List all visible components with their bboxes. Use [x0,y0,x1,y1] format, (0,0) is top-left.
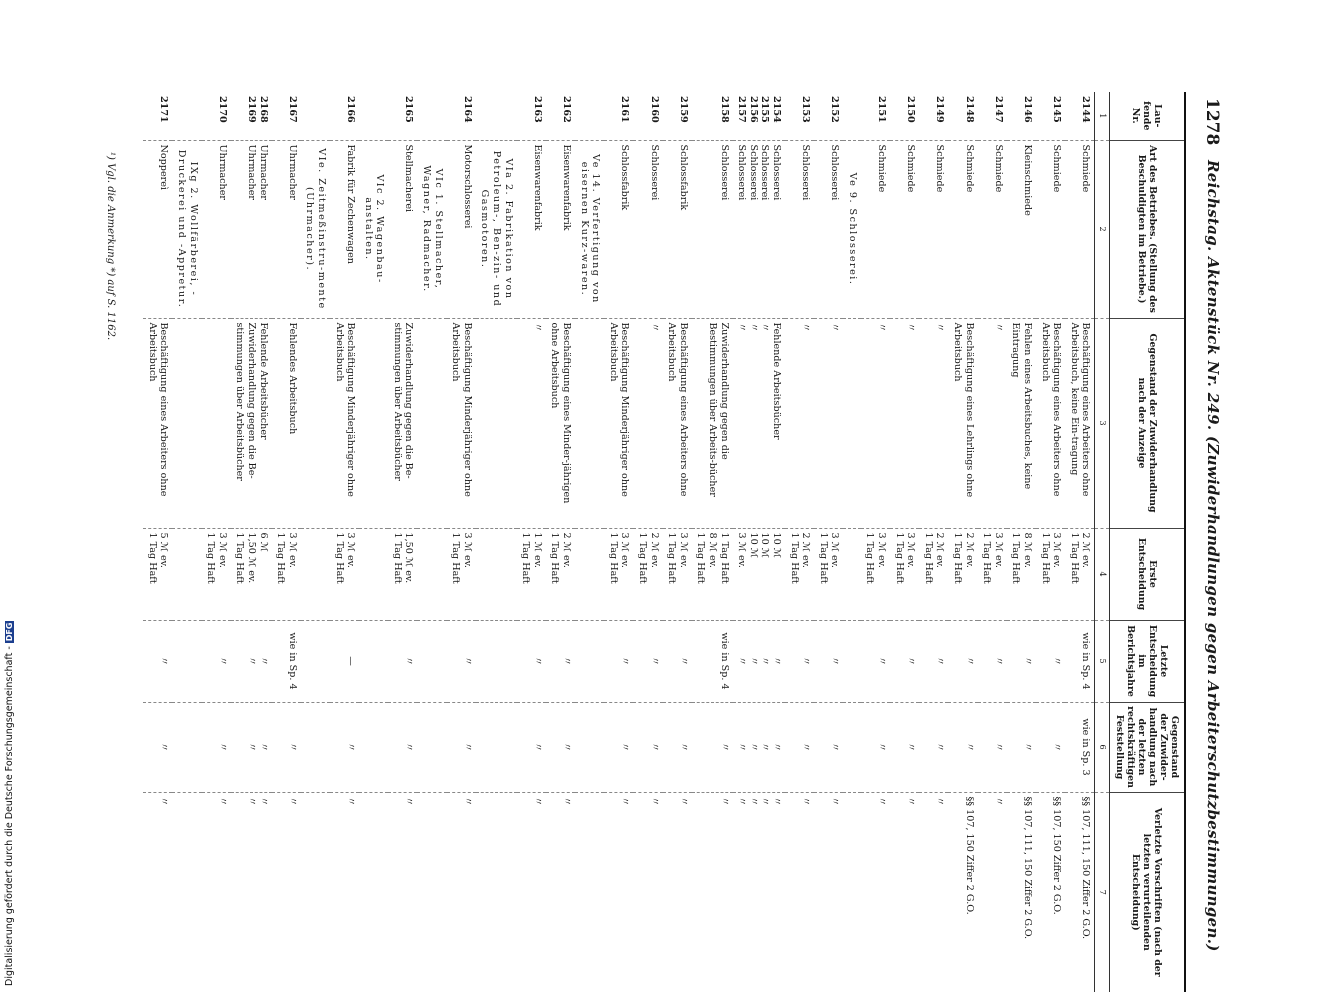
row-betrieb: VIc 1. Stellmacher, Wagner, Radmacher. [418,140,447,318]
page-title: Reichstag. Aktenstück Nr. 249. (Zuwiderhandlungen gegen Arbeiterschutzbestimmungen.) [1204,160,1222,952]
row-erste-entscheidung [476,528,517,620]
row-number [301,92,330,140]
row-erste-entscheidung: 3 ℳ ev. 1 Tag Haft [890,528,919,620]
row-betrieb: Schlossfabrik [604,140,633,318]
row-vorschriften: §§ 107, 150 Ziffer 2 G.O. [1036,792,1065,992]
row-feststellung: 〃 [861,702,890,792]
table-row [330,92,359,992]
row-number [476,92,517,140]
row-feststellung [418,702,447,792]
row-letzte-entscheidung: 〃 [202,620,231,702]
row-betrieb: Schlosserei [633,140,662,318]
row-betrieb: Schmiede [890,140,919,318]
row-feststellung: 〃 〃 〃 〃 [733,702,785,792]
row-gegenstand: 〃 [785,318,814,528]
row-betrieb: Schlosserei [814,140,843,318]
row-gegenstand: Beschäftigung eines Arbeiters ohne Arbeitsbuch [1036,318,1065,528]
row-number: 2167 [286,96,298,123]
row-number: 2146 [1022,96,1034,123]
row-vorschriften: 〃 [890,792,919,992]
row-erste-entscheidung: 1 Tag Haft 8 ℳ ev. 1 Tag Haft [692,528,733,620]
row-betrieb: VIc 2. Wagenbau-anstalten. [359,140,388,318]
row-number: 2163 [531,96,543,123]
row-feststellung: wie in Sp. 3 [1065,702,1095,792]
row-gegenstand: 〃 [919,318,948,528]
row-erste-entscheidung: 3 ℳ ev. 1 Tag Haft [861,528,890,620]
row-feststellung: 〃 [978,702,1007,792]
row-erste-entscheidung: 2 ℳ ev. 1 Tag Haft [919,528,948,620]
row-betrieb: Schlossfabrik [663,140,692,318]
row-feststellung: 〃 [814,702,843,792]
row-betrieb: Schmiede [1036,140,1065,318]
row-gegenstand: Beschäftigung Minderjähriger ohne Arbeitsbuch [447,318,476,528]
row-letzte-entscheidung: wie in Sp. 4 [272,620,301,702]
section-heading-row [359,92,388,992]
row-number [359,92,388,140]
table-header-row [1110,92,1186,992]
row-feststellung: 〃 [143,702,172,792]
col-header-nr: Lau-fende Nr. [1110,92,1186,140]
row-gegenstand [418,318,447,528]
row-erste-entscheidung: 6 ℳ 1,50 ℳ ev. 1 Tag Haft [231,528,272,620]
row-erste-entscheidung: 2 ℳ ev. 1 Tag Haft [785,528,814,620]
row-letzte-entscheidung: 〃 [388,620,417,702]
row-betrieb: Schmiede [1065,140,1095,318]
row-erste-entscheidung: 2 ℳ ev. 1 Tag Haft [948,528,977,620]
table-row [231,92,272,992]
row-gegenstand: Zuwiderhandlung gegen die Be-stimmungen über Arbeitsbücher [388,318,417,528]
row-erste-entscheidung: 3 ℳ ev. 1 Tag Haft [272,528,301,620]
table-row [1007,92,1036,992]
row-betrieb: Eisenwarenfabrik [546,140,575,318]
row-betrieb: Schlosserei [692,140,733,318]
row-number: 2148 [963,96,975,123]
table-row [604,92,633,992]
row-vorschriften [476,792,517,992]
row-feststellung [301,702,330,792]
row-feststellung: 〃 [272,702,301,792]
row-gegenstand: 〃 [978,318,1007,528]
row-erste-entscheidung: 2 ℳ ev. 1 Tag Haft [1065,528,1095,620]
table-row [890,92,919,992]
row-vorschriften: 〃 [604,792,633,992]
row-gegenstand: Beschäftigung eines Arbeiters ohne Arbeitsbuch, keine Ein-tragung [1065,318,1095,528]
row-letzte-entscheidung: 〃 [663,620,692,702]
col-number: 6 [1095,702,1110,792]
row-feststellung: 〃 [663,702,692,792]
row-letzte-entscheidung: 〃 [890,620,919,702]
table-row [919,92,948,992]
row-gegenstand: Beschäftigung eines Arbeiters ohne Arbeitsbuch [143,318,172,528]
row-vorschriften: 〃 [388,792,417,992]
row-letzte-entscheidung: 〃 [785,620,814,702]
row-letzte-entscheidung: 〃 〃 [231,620,272,702]
row-betrieb: Schlosserei [785,140,814,318]
row-number: 2166 [345,96,357,123]
row-betrieb: Fabrik für Zechenwagen [330,140,359,318]
table-row [978,92,1007,992]
row-betrieb: Eisenwarenfabrik [517,140,546,318]
row-gegenstand: 〃 [890,318,919,528]
row-number: 2150 [905,96,917,123]
row-betrieb: Motorschlosserei [447,140,476,318]
row-number [418,92,447,140]
row-number: 2159 [677,96,689,123]
row-erste-entscheidung [359,528,388,620]
row-erste-entscheidung: 2 ℳ ev. 1 Tag Haft [633,528,662,620]
table-row [1065,92,1095,992]
row-erste-entscheidung: 1,50 ℳ ev. 1 Tag Haft [388,528,417,620]
row-gegenstand: Fehlende Arbeitsbücher 〃 〃 〃 [733,318,785,528]
row-letzte-entscheidung: 〃 [978,620,1007,702]
row-erste-entscheidung [843,528,861,620]
row-letzte-entscheidung [843,620,861,702]
row-letzte-entscheidung: 〃 [919,620,948,702]
page-number: 1278 [1202,98,1222,146]
row-letzte-entscheidung [301,620,330,702]
row-gegenstand [575,318,604,528]
row-gegenstand: Zuwiderhandlung gegen die Bestimmungen über Arbeits-bücher [692,318,733,528]
row-vorschriften: 〃 [546,792,575,992]
table-row [785,92,814,992]
row-number: 2153 [800,96,812,123]
row-number: 2161 [619,96,631,123]
row-number: 2151 [876,96,888,123]
table-row [272,92,301,992]
row-letzte-entscheidung: wie in Sp. 4 [692,620,733,702]
row-vorschriften [418,792,447,992]
row-feststellung: 〃 [785,702,814,792]
col-number: 1 [1095,92,1110,140]
row-gegenstand: Beschäftigung Minderjähriger ohne Arbeitsbuch [604,318,633,528]
table-row [202,92,231,992]
row-vorschriften: 〃 [861,792,890,992]
row-betrieb: Noppereì [143,140,172,318]
column-number-row [1095,92,1110,992]
row-vorschriften: 〃 [814,792,843,992]
row-betrieb: Schmiede [919,140,948,318]
row-betrieb: Ve 14. Verfertigung von eisernen Kurz-waren. [575,140,604,318]
col-header-vorschriften: Verletzte Vorschriften (nach der letzten verurteilenden Entscheidung) [1110,792,1186,992]
row-betrieb: Stellmacherei [388,140,417,318]
row-gegenstand: Beschäftigung eines Arbeiters ohne Arbeitsbuch [663,318,692,528]
row-gegenstand: Beschäftigung eines Minder-jährigen ohne Arbeitsbuch [546,318,575,528]
col-header-betrieb: Art des Betriebes. (Stellung des Beschuldigten im Betriebe.) [1110,140,1186,318]
row-erste-entscheidung [575,528,604,620]
row-feststellung: 〃 〃 [231,702,272,792]
row-feststellung: 〃 [692,702,733,792]
row-feststellung: 〃 [919,702,948,792]
row-gegenstand: 〃 [814,318,843,528]
row-feststellung: 〃 [948,702,977,792]
row-betrieb: Schmiede [861,140,890,318]
row-vorschriften: 〃 [633,792,662,992]
row-letzte-entscheidung [575,620,604,702]
table-row [948,92,977,992]
row-vorschriften: 〃 [447,792,476,992]
row-betrieb: Schlosserei Schlosserei Schlosserei Schlosserei [733,140,785,318]
dfg-logo: DFG [5,622,14,642]
row-letzte-entscheidung: 〃 〃 〃 〃 [733,620,785,702]
row-gegenstand [359,318,388,528]
section-heading-row [301,92,330,992]
row-gegenstand: 〃 [861,318,890,528]
row-vorschriften: 〃 [785,792,814,992]
row-gegenstand: Fehlende Arbeitsbücher Zuwiderhandlung gegen die Be-stimmungen über Arbeitsbücher [231,318,272,528]
row-erste-entscheidung: 3 ℳ ev. 1 Tag Haft [202,528,231,620]
row-letzte-entscheidung: 〃 [814,620,843,702]
row-number: 2147 [992,96,1004,123]
row-letzte-entscheidung: 〃 [948,620,977,702]
row-feststellung: 〃 [517,702,546,792]
row-erste-entscheidung: 2 ℳ ev. 1 Tag Haft [546,528,575,620]
table-row [517,92,546,992]
row-letzte-entscheidung: 〃 [143,620,172,702]
col-number: 7 [1095,792,1110,992]
row-erste-entscheidung [301,528,330,620]
row-number: 2170 [216,96,228,123]
section-heading-row [418,92,447,992]
row-feststellung: 〃 [1007,702,1036,792]
row-gegenstand: Fehlendes Arbeitsbuch [272,318,301,528]
col-number: 4 [1095,528,1110,620]
section-heading-row [575,92,604,992]
col-number: 3 [1095,318,1110,528]
section-heading-row [476,92,517,992]
row-letzte-entscheidung [359,620,388,702]
row-erste-entscheidung: 3 ℳ ev. 1 Tag Haft [1036,528,1065,620]
row-letzte-entscheidung: 〃 [546,620,575,702]
row-erste-entscheidung: 3 ℳ ev. 1 Tag Haft [447,528,476,620]
row-feststellung: 〃 [633,702,662,792]
row-vorschriften [575,792,604,992]
row-gegenstand: 〃 [633,318,662,528]
row-number: 2160 [648,96,660,123]
row-erste-entscheidung: 3 ℳ ev. 1 Tag Haft [604,528,633,620]
row-erste-entscheidung [418,528,447,620]
row-erste-entscheidung: 3 ℳ ev. 1 Tag Haft [330,528,359,620]
row-betrieb: VIa 2. Fabrikation von Petroleum-, Ben-zin- und Gasmotoren. [476,140,517,318]
row-vorschriften: 〃 〃 [231,792,272,992]
row-gegenstand: Beschäftigung eines Lehrlings ohne Arbeitsbuch [948,318,977,528]
row-number: 2168 2169 [245,96,269,123]
row-vorschriften [359,792,388,992]
row-number: 2165 [403,96,415,123]
row-feststellung: 〃 [202,702,231,792]
row-vorschriften: 〃 [272,792,301,992]
row-betrieb: IXg 2. Wollfärberei, -Druckerei und -Appretur. [172,140,201,318]
row-number: 2145 [1051,96,1063,123]
rotated-page [0,92,1226,992]
footnote: ¹) Vgl. die Anmerkung *) auf S. 1162. [105,152,116,341]
row-feststellung: 〃 [447,702,476,792]
row-feststellung: 〃 [1036,702,1065,792]
row-betrieb: Schmiede [948,140,977,318]
table-row [733,92,785,992]
row-letzte-entscheidung [418,620,447,702]
row-gegenstand: Fehlen eines Arbeitsbuches, keine Eintragung [1007,318,1036,528]
table-row [692,92,733,992]
row-vorschriften: 〃 [663,792,692,992]
row-vorschriften [301,792,330,992]
col-header-letzte: Letzte Entscheidung im Berichtsjahre [1110,620,1186,702]
row-vorschriften: 〃 [978,792,1007,992]
row-letzte-entscheidung [172,620,201,702]
row-letzte-entscheidung: 〃 [633,620,662,702]
credit-text: Digitalisierung gefördert durch die Deutsche Forschungsgemeinschaft - [4,646,15,986]
row-gegenstand: Beschäftigung Minderjähriger ohne Arbeitsbuch [330,318,359,528]
section-heading-row [172,92,201,992]
col-header-erste: Erste Entscheidung [1110,528,1186,620]
digitization-credit [4,606,18,986]
table-row [546,92,575,992]
row-vorschriften: 〃 [143,792,172,992]
col-number: 5 [1095,620,1110,702]
row-number: 2164 [461,96,473,123]
row-number: 2171 [158,96,170,123]
row-letzte-entscheidung: 〃 [604,620,633,702]
row-erste-entscheidung: 1 ℳ ev. 1 Tag Haft [517,528,546,620]
row-vorschriften: 〃 [517,792,546,992]
table-row [143,92,172,992]
row-erste-entscheidung: 3 ℳ ev. 1 Tag Haft [663,528,692,620]
row-vorschriften [843,792,861,992]
row-betrieb: VIe. Zeitmeßinstru-mente (Uhrmacher). [301,140,330,318]
row-letzte-entscheidung: — [330,620,359,702]
row-feststellung: 〃 [604,702,633,792]
table-row [663,92,692,992]
row-feststellung: 〃 [388,702,417,792]
row-number [843,92,861,140]
row-letzte-entscheidung [476,620,517,702]
row-number: 2149 [934,96,946,123]
table-row [1036,92,1065,992]
row-letzte-entscheidung: 〃 [861,620,890,702]
col-header-feststellung: Gegenstand der Zuwider-handlung nach der letzten rechtskräftigen Feststellung [1110,702,1186,792]
row-betrieb: Uhrmacher [272,140,301,318]
row-vorschriften: §§ 107, 111, 150 Ziffer 2 G.O. [1065,792,1095,992]
row-feststellung [476,702,517,792]
row-letzte-entscheidung: 〃 [1007,620,1036,702]
row-feststellung: 〃 [546,702,575,792]
table-row [633,92,662,992]
row-betrieb: Kleinschmiede [1007,140,1036,318]
row-betrieb: Uhrmacher [202,140,231,318]
row-feststellung [843,702,861,792]
row-betrieb: Schmiede [978,140,1007,318]
row-vorschriften: 〃 [692,792,733,992]
row-erste-entscheidung: 5 ℳ ev. 1 Tag Haft [143,528,172,620]
row-letzte-entscheidung: wie in Sp. 4 [1065,620,1095,702]
row-betrieb: Uhrmacher Uhrmacher [231,140,272,318]
table-row [861,92,890,992]
row-vorschriften: 〃 [919,792,948,992]
col-number: 2 [1095,140,1110,318]
violations-table [143,92,1186,992]
row-erste-entscheidung: 8 ℳ ev. 1 Tag Haft [1007,528,1036,620]
table-row [814,92,843,992]
row-vorschriften: 〃 [202,792,231,992]
row-betrieb: Ve 9. Schlosserei. [843,140,861,318]
row-vorschriften: §§ 107, 150 Ziffer 2 G.O. [948,792,977,992]
row-erste-entscheidung: 3 ℳ ev. 1 Tag Haft [978,528,1007,620]
row-gegenstand [202,318,231,528]
col-header-gegenstand: Gegenstand der Zuwiderhandlung nach der Anzeige [1110,318,1186,528]
row-number: 2144 [1080,96,1092,123]
row-vorschriften: 〃 [330,792,359,992]
row-feststellung: 〃 [330,702,359,792]
row-feststellung [575,702,604,792]
row-number [575,92,604,140]
row-gegenstand [172,318,201,528]
row-number [172,92,201,140]
row-number: 2152 [829,96,841,123]
row-erste-entscheidung: 3 ℳ ev. 1 Tag Haft [814,528,843,620]
row-vorschriften: 〃 〃 〃 〃 [733,792,785,992]
row-vorschriften [172,792,201,992]
row-vorschriften: §§ 107, 111, 150 Ziffer 2 G.O. [1007,792,1036,992]
row-number: 2154 2155 2156 2157 [736,96,782,123]
page-header [1196,92,1226,992]
row-gegenstand: 〃 [517,318,546,528]
section-heading-row [843,92,861,992]
row-number: 2158 [718,96,730,123]
row-erste-entscheidung: 10 ℳ 10 ℳ 10 ℳ 3 ℳ ev. [733,528,785,620]
row-letzte-entscheidung: 〃 [447,620,476,702]
row-gegenstand [476,318,517,528]
row-feststellung [359,702,388,792]
row-letzte-entscheidung: 〃 [1036,620,1065,702]
row-gegenstand [301,318,330,528]
row-number: 2162 [561,96,573,123]
table-row [388,92,417,992]
row-feststellung [172,702,201,792]
table-body [143,92,1095,992]
row-feststellung: 〃 [890,702,919,792]
row-gegenstand [843,318,861,528]
table-row [447,92,476,992]
row-erste-entscheidung [172,528,201,620]
row-letzte-entscheidung: 〃 [517,620,546,702]
